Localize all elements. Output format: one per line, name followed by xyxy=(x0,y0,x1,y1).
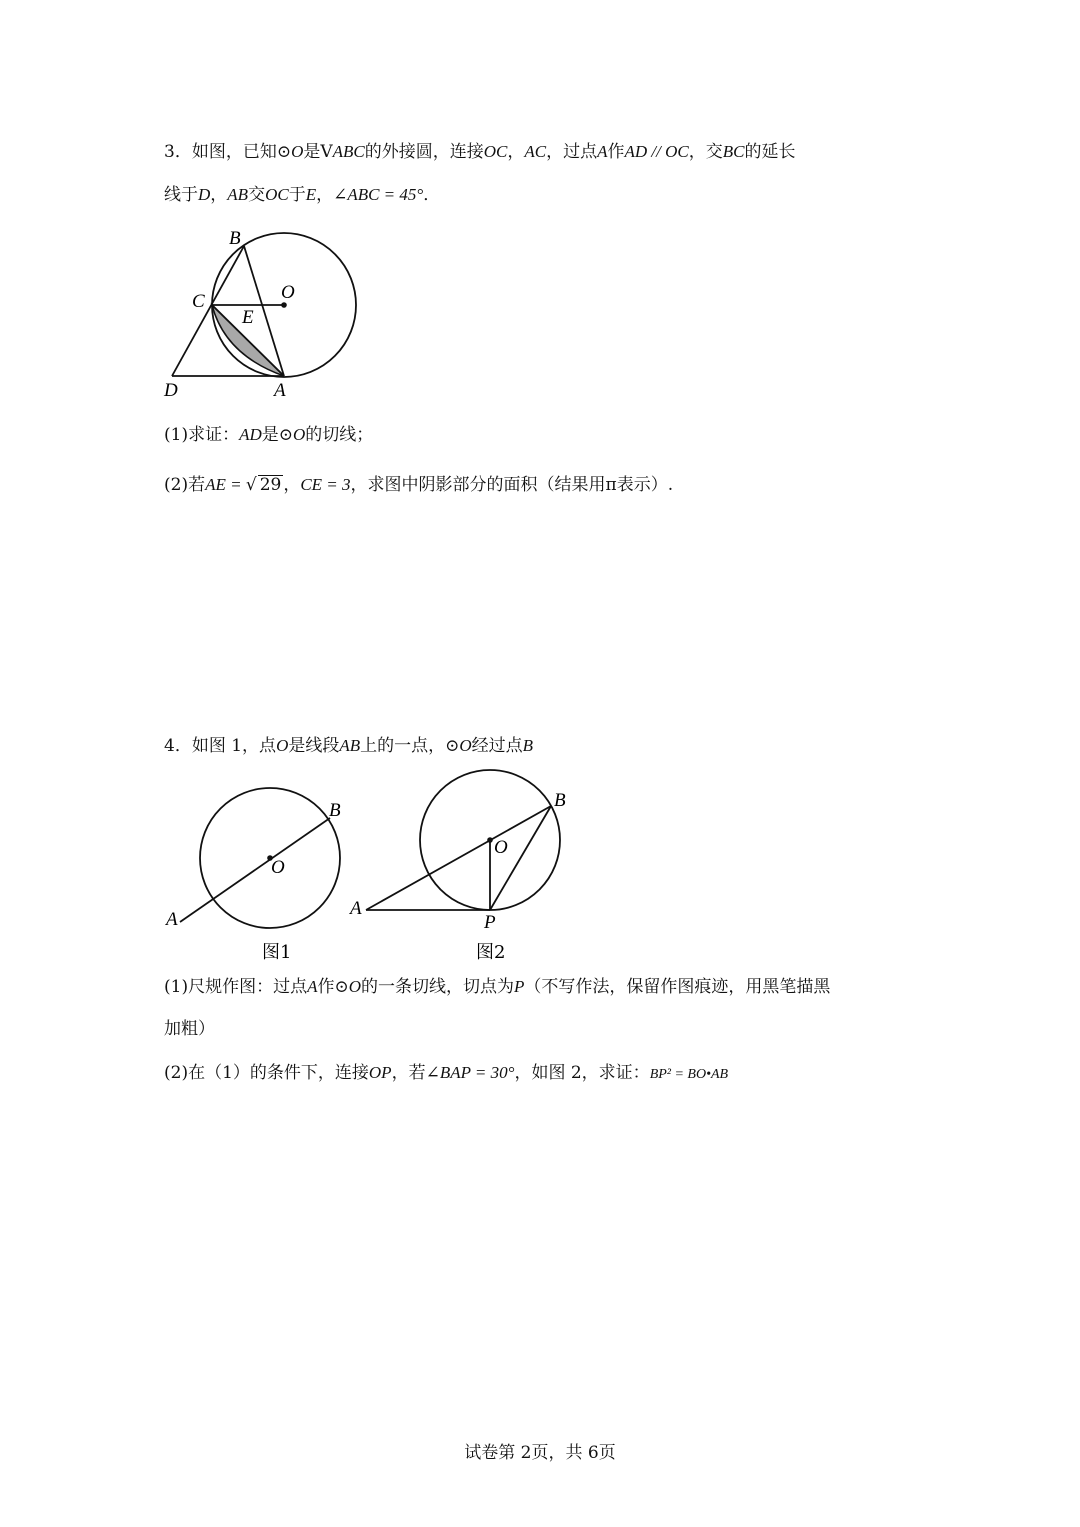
fig2-label-a: A xyxy=(350,898,362,919)
q4-part1-line1: (1)尺规作图：过点A作⊙O的一条切线，切点为P（不写作法，保留作图痕迹，用黑笔描黑 xyxy=(164,977,831,997)
label-d: D xyxy=(164,380,178,401)
fig1-label-a: A xyxy=(166,909,178,930)
q3-part2: (2)若AE = √ 29 ，CE = 3，求图中阴影部分的面积（结果用π表示）. xyxy=(164,475,674,495)
fig1-label-o: O xyxy=(271,857,285,878)
fig1-label-b: B xyxy=(329,800,341,821)
q4-line1: 4．如图 1，点O是线段AB上的一点，⊙O经过点B xyxy=(164,736,534,756)
page-footer: 试卷第 2页，共 6页 xyxy=(464,1443,616,1463)
q4-part2: (2)在（1）的条件下，连接OP，若∠BAP = 30°，如图 2，求证：BP² = BO•AB xyxy=(164,1063,729,1083)
fig2-label-o: O xyxy=(494,837,508,858)
fig2-center-dot xyxy=(487,837,493,843)
label-e: E xyxy=(242,307,254,328)
q4-part1-line2: 加粗） xyxy=(164,1019,215,1039)
fig2-line-ab xyxy=(366,806,551,910)
q3-line2: 线于D，AB交OC于E，∠ABC = 45°． xyxy=(164,185,441,205)
label-b: B xyxy=(229,228,241,249)
fig2-line-bp xyxy=(490,806,551,910)
label-o: O xyxy=(281,282,295,303)
q3-part1: (1)求证：AD是⊙O的切线； xyxy=(164,425,374,445)
fig2-label-b: B xyxy=(554,790,566,811)
fig2-caption: 图2 xyxy=(476,942,506,963)
fig1-caption: 图1 xyxy=(262,942,292,963)
label-c: C xyxy=(192,291,205,312)
label-a: A xyxy=(274,380,286,401)
q3-line1: 3．如图，已知⊙O是VABC的外接圆，连接OC，AC，过点A作AD // OC，交BC的延长 xyxy=(164,142,796,162)
fig2-label-p: P xyxy=(484,912,496,933)
